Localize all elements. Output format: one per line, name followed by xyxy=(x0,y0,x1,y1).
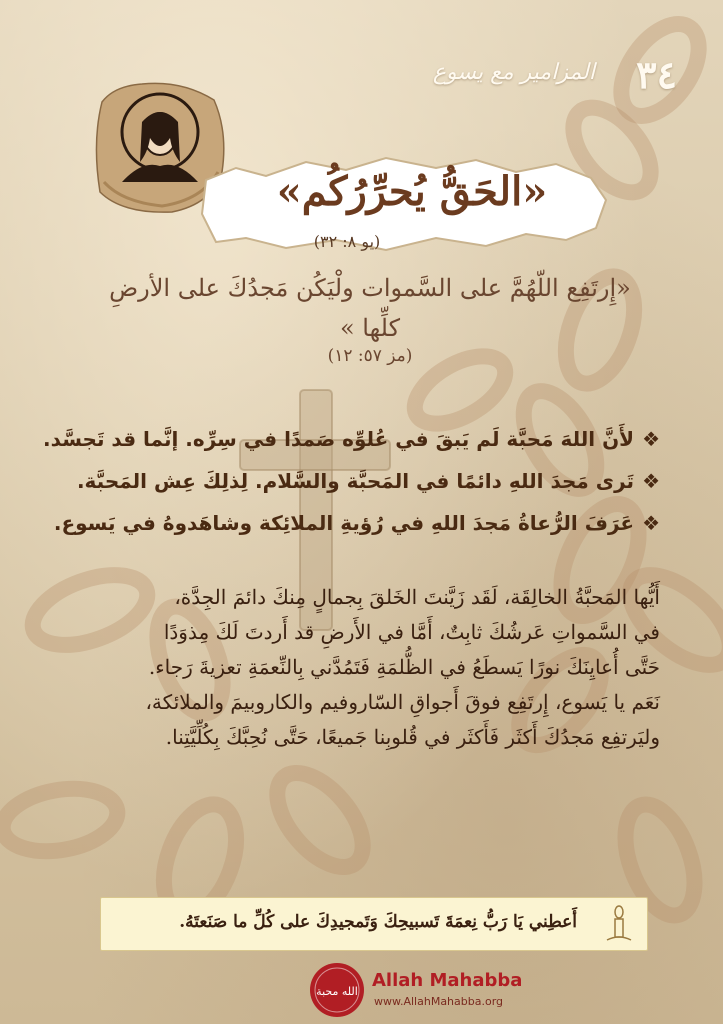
brand-url[interactable]: www.AllahMahabba.org xyxy=(374,995,504,1008)
brand-name: Allah Mahabba xyxy=(372,970,523,991)
main-title: «الحَقُّ يُحرِّرُكُم» xyxy=(276,168,548,215)
bullet-list xyxy=(24,418,660,544)
bullet-icon: ❖ xyxy=(642,427,660,451)
bullet-item: ❖لأَنَّ اللهَ مَحبَّة لَم يَبقَ في عُلوِّه صَمدًا في سِرِّه. إنَّما قد تَجسَّد. xyxy=(43,427,660,451)
resolution-note xyxy=(100,897,648,951)
note-text: أَعطِني يَا رَبُّ نِعمَةَ تَسبيحِكَ وَتَمجيدِكَ على كُلِّ ما صَنَعتَهُ. xyxy=(179,912,577,932)
prayer-line: حَتَّى أُعايِنَكَ نورًا يَسطَعُ في الظُّلمَةِ فَتَمُدَّني بِالنِّعمَةِ تعزيةَ رَجاء. xyxy=(148,655,660,679)
bullet-icon: ❖ xyxy=(642,469,660,493)
page-number: ٣٤ xyxy=(636,52,677,97)
bullet-item: ❖عَرَفَ الرُّعاةُ مَجدَ اللهِ في رُؤيةِ الملائِكة وشاهَدوهُ في يَسوع. xyxy=(53,511,660,535)
verse-reference: (مز ٥٧: ١٢) xyxy=(327,346,413,366)
candle-icon xyxy=(601,904,637,946)
prayer-paragraph xyxy=(60,580,660,755)
prayer-line: في السَّمواتِ عَرشُكَ ثابِتٌ، أَمَّا في الأَرضِ قد أَردتَ لَكَ مِذوَدًا xyxy=(163,620,660,644)
prayer-line: وليَرتفِع مَجدُكَ أَكثَر فَأَكثَر في قُلوبِنا جَميعًا، حَتَّى نُحِبَّكَ بِكُلِّيَّتِنا. xyxy=(165,725,660,749)
bullet-item: ❖تَرى مَجدَ اللهِ دائمًا في المَحبَّة والسَّلام. لِذلِكَ عِش المَحبَّة. xyxy=(76,469,660,493)
series-title: المزامير مع يسوع xyxy=(432,60,595,85)
bullet-icon: ❖ xyxy=(642,511,660,535)
prayer-line: أَيُّها المَحبَّةُ الخالِقَة، لَقَد زَيَّنتَ الخَلقَ بِجمالٍ مِنكَ دائمَ الجِدَّة، xyxy=(174,585,660,609)
title-reference: (يو ٨: ٣٢) xyxy=(313,232,381,251)
allah-mahabba-logo xyxy=(309,962,365,1018)
verse-text: «إِرتَفِع اللّهُمَّ على السَّموات ولْيَكُن مَجدُكَ على الأرضِ كلِّها » xyxy=(109,274,631,342)
svg-text:الله محبة: الله محبة xyxy=(316,985,358,998)
prayer-line: نَعَم يا يَسوع، إِرتَفِع فوقَ أَجواقِ السّاروفيم والكاروبيمَ والملائكة، xyxy=(145,690,660,714)
